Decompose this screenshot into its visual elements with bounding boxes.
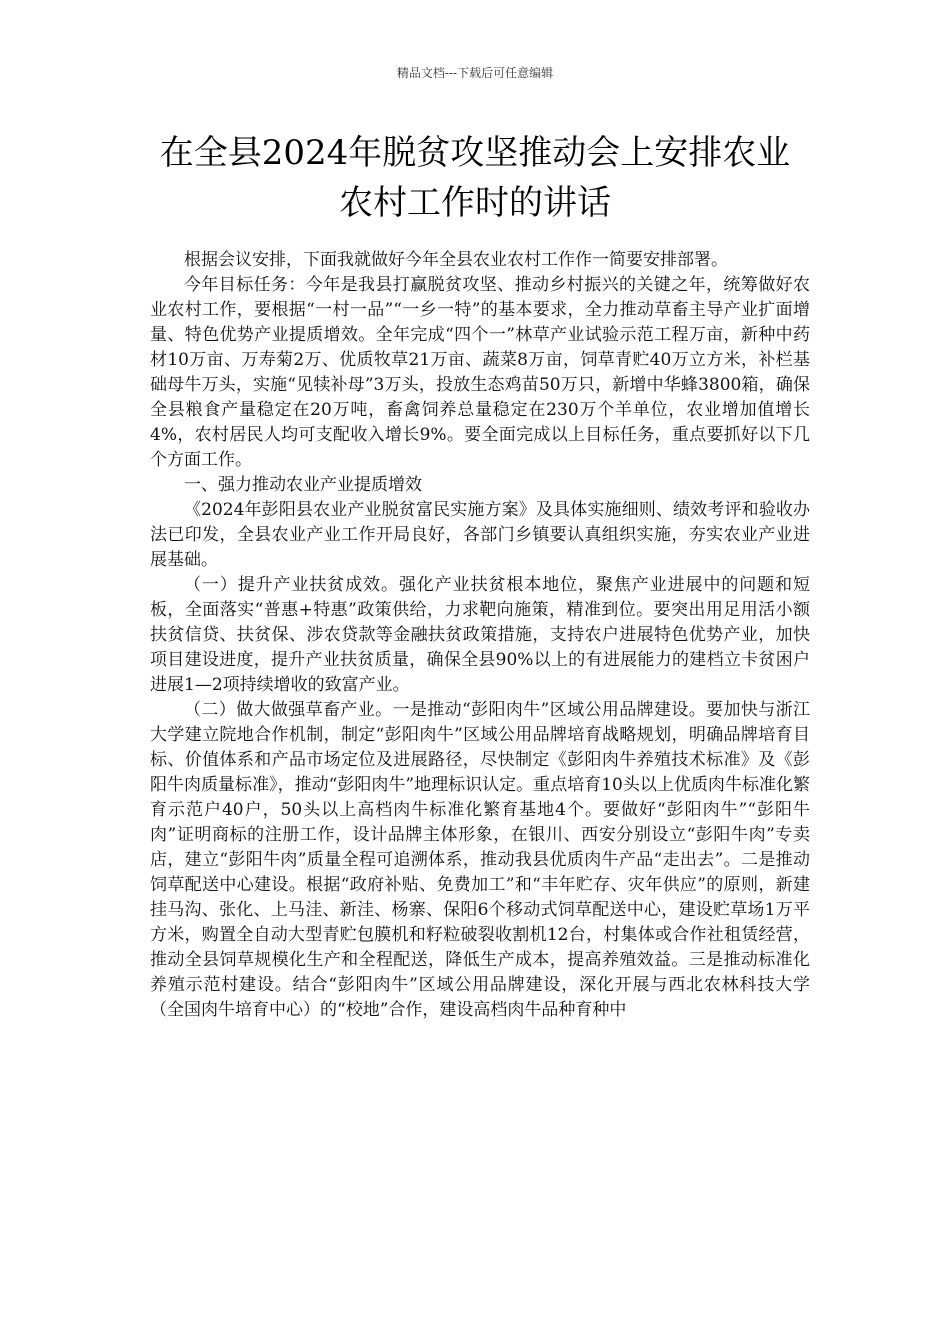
page-header-note: 精品文档---下载后可任意编辑 <box>396 66 554 80</box>
paragraph-livestock-industry: （二）做大做强草畜产业。一是推动“彭阳肉牛”区域公用品牌建设。要加快与浙江大学建立院地合作机制，制定“彭阳肉牛”区域公用品牌培育战略规划，明确品牌培育目标、价值体系和产品市场定位及进展路径，尽快制定《彭阳肉牛养殖技术标准》及《彭阳牛肉质量标准》，推动“彭阳肉牛”地理标识认定。重点培育10头以上优质肉牛标准化繁育示范户40户，50头以上高档肉牛标准化繁育基地4个。要做好“彭阳肉牛”“彭阳牛肉”证明商标的注册工作，设计品牌主体形象，在银川、西安分别设立“彭阳牛肉”专卖店，建立“彭阳牛肉”质量全程可追溯体系，推动我县优质肉牛产品“走出去”。二是推动饲草配送中心建设。根据“政府补贴、免费加工”和“丰年贮存、灾年供应”的原则，新建挂马沟、张化、上马洼、新洼、杨寨、保阳6个移动式饲草配送中心，建设贮草场1万平方米，购置全自动大型青贮包膜机和籽粒破裂收割机12台，村集体或合作社租赁经营，推动全县饲草规模化生产和全程配送，降低生产成本，提高养殖效益。三是推动标准化养殖示范村建设。结合“彭阳肉牛”区域公用品牌建设，深化开展与西北农林科技大学（全国肉牛培育中心）的“校地”合作，建设高档肉牛品种育种中 <box>150 700 810 1020</box>
document-title-line-1: 在全县2024年脱贫攻坚推动会上安排农业 <box>159 133 791 173</box>
document-title <box>120 128 830 228</box>
paragraph-annual-targets: 今年目标任务：今年是我县打赢脱贫攻坚、推动乡村振兴的关键之年，统筹做好农业农村工作，要根据“一村一品”“一乡一特”的基本要求，全力推动草畜主导产业扩面增量、特色优势产业提质增效。全年完成“四个一”林草产业试验示范工程万亩，新种中药材10万亩、万寿菊2万、优质牧草21万亩、蔬菜8万亩，饲草青贮40万立方米，补栏基础母牛万头，实施“见犊补母”3万头，投放生态鸡苗50万只，新增中华蜂3800箱，确保全县粮食产量稳定在20万吨，畜禽饲养总量稳定在230万个羊单位，农业增加值增长4%，农村居民人均可支配收入增长9%。要全面完成以上目标任务，重点要抓好以下几个方面工作。 <box>150 275 810 470</box>
section-heading-1: 一、强力推动农业产业提质增效 <box>184 475 422 495</box>
document-title-line-2: 农村工作时的讲话 <box>339 183 611 223</box>
paragraph-poverty-alleviation: （一）提升产业扶贫成效。强化产业扶贫根本地位，聚焦产业进展中的问题和短板，全面落实“普惠+特惠”政策供给，力求靶向施策，精准到位。要突出用足用活小额扶贫信贷、扶贫保、涉农贷款等金融扶贫政策措施，支持农户进展特色优势产业，加快项目建设进度，提升产业扶贫质量，确保全县90%以上的有进展能力的建档立卡贫困户进展1—2项持续增收的致富产业。 <box>150 575 810 695</box>
document-body <box>150 248 810 1023</box>
paragraph-intro: 根据会议安排，下面我就做好今年全县农业农村工作作一简要安排部署。 <box>184 250 728 270</box>
paragraph-implementation-plan: 《2024年彭阳县农业产业脱贫富民实施方案》及具体实施细则、绩效考评和验收办法已印发，全县农业产业工作开局良好，各部门乡镇要认真组织实施，夯实农业产业进展基础。 <box>150 500 810 570</box>
